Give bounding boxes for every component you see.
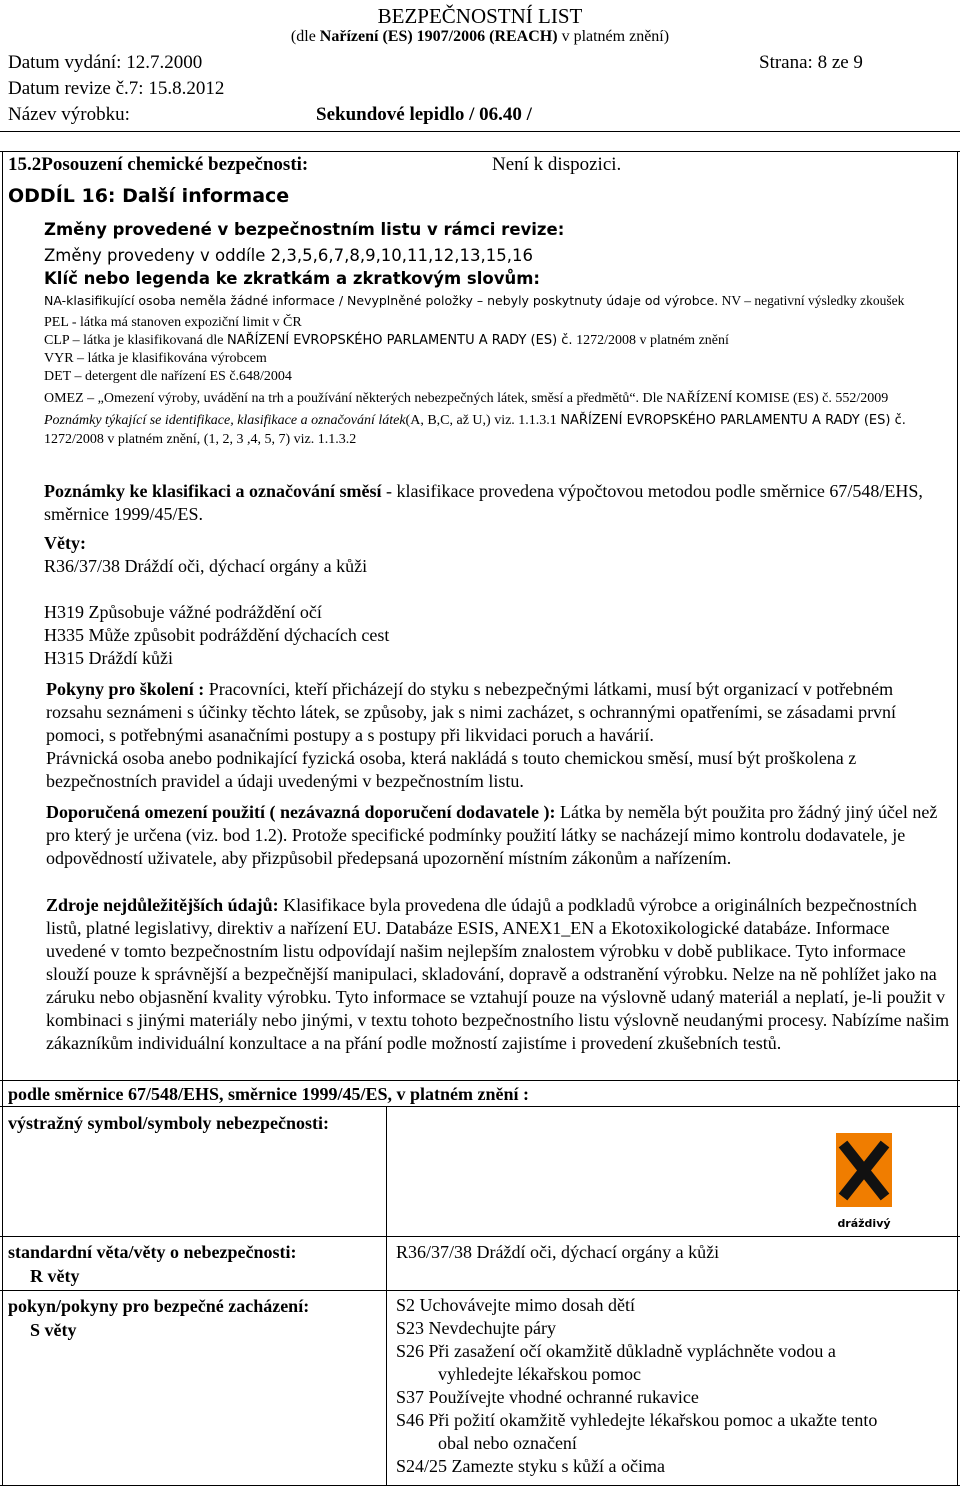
table-bottom-rule [0,1485,960,1486]
legend-pel: PEL - látka má stanoven expoziční limit v ČR [44,315,302,330]
legend-clp: CLP – látka je klasifikovaná dle NAŘÍZENÍ EVROPSKÉHO PARLAMENTU A RADY (ES) č. 1272/2008 v platném znění [44,333,729,348]
phrases-label: Věty: [44,533,86,553]
legend-vyr: VYR – látka je klasifikována výrobcem [44,351,267,366]
document-subtitle [0,28,960,46]
table-header-rule [0,1106,960,1107]
revision-date: Datum revize č.7: 15.8.2012 [8,78,225,99]
legend-det: DET – detergent dle nařízení ES č.648/2004 [44,369,292,384]
row-rule-1 [0,1236,960,1237]
s-sub: S věty [30,1320,77,1340]
s-label: pokyn/pokyny pro bezpečné zacházení: [8,1296,310,1316]
subtitle-pre: (dle [290,28,320,45]
subtitle-regulation: Nařízení (ES) 1907/2006 (REACH) [319,28,558,45]
legend-na: NA-klasifikující osoba neměla žádné informace / Nevyplněné položky – nebyly poskytnuty údaje od výrobce. NV – negativní výsledky zkoušek [44,293,905,308]
training-para: Pokyny pro školení : Pracovníci, kteří přicházejí do styku s nebezpečnými látkami, musí být organizací v potřebném rozsahu seznámeni s účinky těchto látek, se způsoby, jak s nimi zacházet, s ochrannými opatřeními, se zásadami první pomoci, s potřebnými asanačními postupy a s postupy při likvidaci poruch a havárií. [46,679,897,745]
h315: H315 Dráždí kůži [44,648,173,668]
restrictions: Doporučená omezení použití ( nezávazná doporučení dodavatele ): Látka by neměla být použita pro žádný jiný účel než pro který je určena (viz. bod 1.2). Protože specifické podmínky použití látky se nacházejí mimo kontrolu dodavatele, je odpovědností uživatele, aby přizpůsobil předepsaná upozornění místním zákonům a nařízením. [46,802,938,868]
symbol-label: výstražný symbol/symboly nebezpečnosti: [8,1113,329,1133]
s15-value: Není k dispozici. [492,154,622,175]
s-item: S46 Při požití okamžitě vyhledejte lékařskou pomoc a ukažte tento [396,1410,878,1430]
training-para2: Právnická osoba anebo podnikající fyzická osoba, která nakládá s touto chemickou směsí, musí být proškolena z bezpečnostních pravidel a údaji uvedenými v bezpečnostním listu. [46,748,857,791]
irritant-x-icon [834,1131,894,1231]
s-item: vyhledejte lékařskou pomoc [438,1364,641,1384]
s-item: S24/25 Zamezte styku s kůží a očima [396,1456,665,1476]
issue-date: Datum vydání: 12.7.2000 [8,52,203,73]
row-rule-2 [0,1290,960,1291]
product-name: Sekundové lepidlo / 06.40 / [316,104,532,125]
r-value: R36/37/38 Dráždí oči, dýchací orgány a kůži [396,1242,720,1262]
section-top-rule [0,151,960,152]
legend-notes: Poznámky týkající se identifikace, klasifikace a označování látek(A, B,C, až U,) viz. 1.1.3.1 NAŘÍZENÍ EVROPSKÉHO PARLAMENTU A RADY (ES) č. 1272/2008 v platném znění, (1, 2, 3 ,4, 5, 7) viz. 1.1.3.2 [44,413,906,447]
s-phrases [396,1294,956,1478]
s-item: S37 Používejte vhodné ochranné rukavice [396,1387,699,1407]
header-rule [0,131,960,132]
page-number: Strana: 8 ze 9 [759,52,863,73]
subtitle-post: v platném znění) [557,28,670,45]
legend-omez: OMEZ – „Omezení výroby, uvádění na trh a používání některých nebezpečných látek, směsí a předmětů“. Dle NAŘÍZENÍ KOMISE (ES) č. 552/2009 [44,391,889,406]
h319: H319 Způsobuje vážné podráždění očí [44,602,322,622]
legend-block [44,292,949,449]
table-divider [386,1106,387,1485]
changes-label: Změny provedené v bezpečnostním listu v rámci revize: [44,220,565,239]
s15-label: 15.2Posouzení chemické bezpečnosti: [8,154,309,175]
s-item: S26 Při zasažení očí okamžitě důkladně vypláchněte vodou a [396,1341,836,1361]
frame-right [957,151,958,1485]
training [46,678,951,793]
h335: H335 Může způsobit podráždění dýchacích cest [44,625,390,645]
changes-value: Změny provedeny v oddíle 2,3,5,6,7,8,9,10,11,12,13,15,16 [44,246,534,265]
r-label: standardní věta/věty o nebezpečnosti: [8,1242,297,1262]
legend-label: Klíč nebo legenda ke zkratkám a zkratkovým slovům: [44,269,541,288]
table-header: podle směrnice 67/548/EHS, směrnice 1999/45/ES, v platném znění : [8,1084,529,1104]
product-label: Název výrobku: [8,104,130,125]
sources: Zdroje nejdůležitějších údajů: Klasifikace byla provedena dle údajů a podkladů výrobce a originálních bezpečnostních listů, platné legislativy, direktiv a nařízení EU. Databáze ESIS, ANEX1_EN a Ekotoxikologické databáze. Informace uvedené v tomto bezpečnostním listu odpovídají našim nejlepším znalostem výrobku v době publikace. Tyto informace slouží pouze k správnější a bezpečnější manipulaci, skladování, dopravě a odstranění výrobku. Nelze na ně pohlížet jako na záruku nebo objasnění kvality výrobku. Tyto informace se vztahují pouze na výslovně udaný materiál a neplatí, je-li použit v kombinaci s jinými materiály nebo jinými, v textu tohoto bezpečnostního listu výslovně neudanými procesy. Nabízíme našim zákazníkům individuální konzultace a na přání podle možností zajistíme i provedení zkušebních testů. [46,895,950,1053]
s-item: obal nebo označení [438,1433,577,1453]
s-item: S2 Uchovávejte mimo dosah dětí [396,1295,635,1315]
r-sub: R věty [30,1266,80,1286]
s16-heading: ODDÍL 16: Další informace [8,185,290,207]
classification-notes: Poznámky ke klasifikaci a označování směsí - klasifikace provedena výpočtovou metodou podle směrnice 67/548/EHS, směrnice 1999/45/ES. [44,481,923,524]
table-top-rule [0,1080,960,1081]
frame-left [2,151,3,1485]
document-title: BEZPEČNOSTNÍ LIST [377,4,583,28]
r-phrase: R36/37/38 Dráždí oči, dýchací orgány a kůži [44,556,368,576]
symbol-caption: dráždivý [837,1217,891,1230]
s-item: S23 Nevdechujte páry [396,1318,556,1338]
